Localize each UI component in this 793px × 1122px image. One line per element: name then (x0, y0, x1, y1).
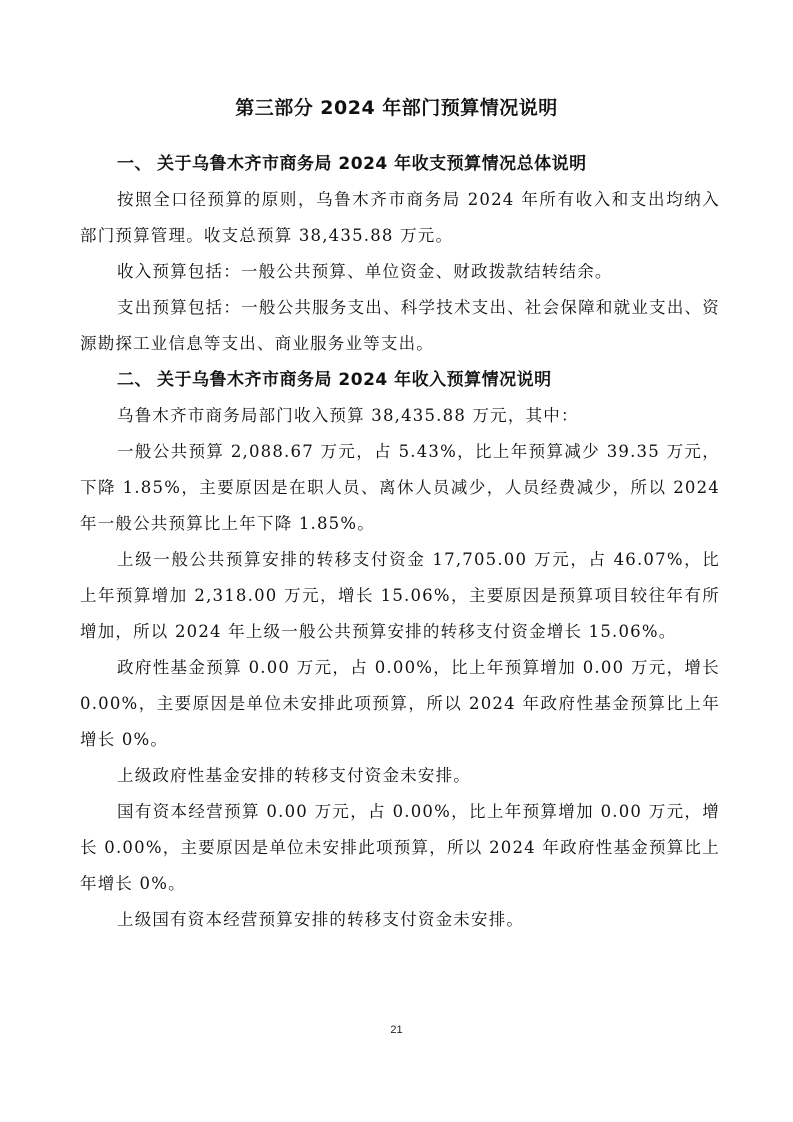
paragraph: 上级政府性基金安排的转移支付资金未安排。 (117, 766, 471, 785)
paragraph: 支出预算包括：一般公共服务支出、科学技术支出、社会保障和就业支出、资源勘探工业信息等支出、商业服务业等支出。 (80, 298, 720, 353)
paragraph: 按照全口径预算的原则，乌鲁木齐市商务局 2024 年所有收入和支出均纳入部门预算管理。收支总预算 38,435.88 万元。 (80, 190, 720, 245)
section-number-2: 二、 (117, 370, 152, 390)
section-number-1: 一、 (117, 154, 152, 174)
paragraph: 上级一般公共预算安排的转移支付资金 17,705.00 万元，占 46.07%，比上年预算增加 2,318.00 万元，增长 15.06%，主要原因是预算项目较往年有所增加，所以 2024 年上级一般公共预算安排的转移支付资金增长 15.06%。 (80, 550, 720, 641)
paragraph: 国有资本经营预算 0.00 万元，占 0.00%，比上年预算增加 0.00 万元，增长 0.00%，主要原因是单位未安排此项预算，所以 2024 年政府性基金预算比上年增长 0%。 (80, 802, 720, 893)
section-heading-text-1: 关于乌鲁木齐市商务局 2024 年收支预算情况总体说明 (157, 154, 587, 174)
page-title: 第三部分 2024 年部门预算情况说明 (235, 97, 558, 119)
section-heading-1 (80, 146, 720, 182)
paragraph: 收入预算包括：一般公共预算、单位资金、财政拨款结转结余。 (117, 262, 613, 281)
section-heading-text-2: 关于乌鲁木齐市商务局 2024 年收入预算情况说明 (157, 370, 552, 390)
section-heading-2 (80, 362, 720, 398)
paragraph: 政府性基金预算 0.00 万元，占 0.00%，比上年预算增加 0.00 万元，增长 0.00%，主要原因是单位未安排此项预算，所以 2024 年政府性基金预算比上年增长 0%。 (80, 658, 720, 749)
paragraph: 上级国有资本经营预算安排的转移支付资金未安排。 (117, 910, 525, 929)
paragraph: 乌鲁木齐市商务局部门收入预算 38,435.88 万元，其中： (117, 406, 579, 425)
paragraph: 一般公共预算 2,088.67 万元，占 5.43%，比上年预算减少 39.35 万元，下降 1.85%，主要原因是在职人员、离休人员减少，人员经费减少，所以 2024 年一般公共预算比上年下降 1.85%。 (80, 442, 720, 533)
page-number: 21 (390, 1024, 403, 1036)
document-body (80, 146, 720, 938)
